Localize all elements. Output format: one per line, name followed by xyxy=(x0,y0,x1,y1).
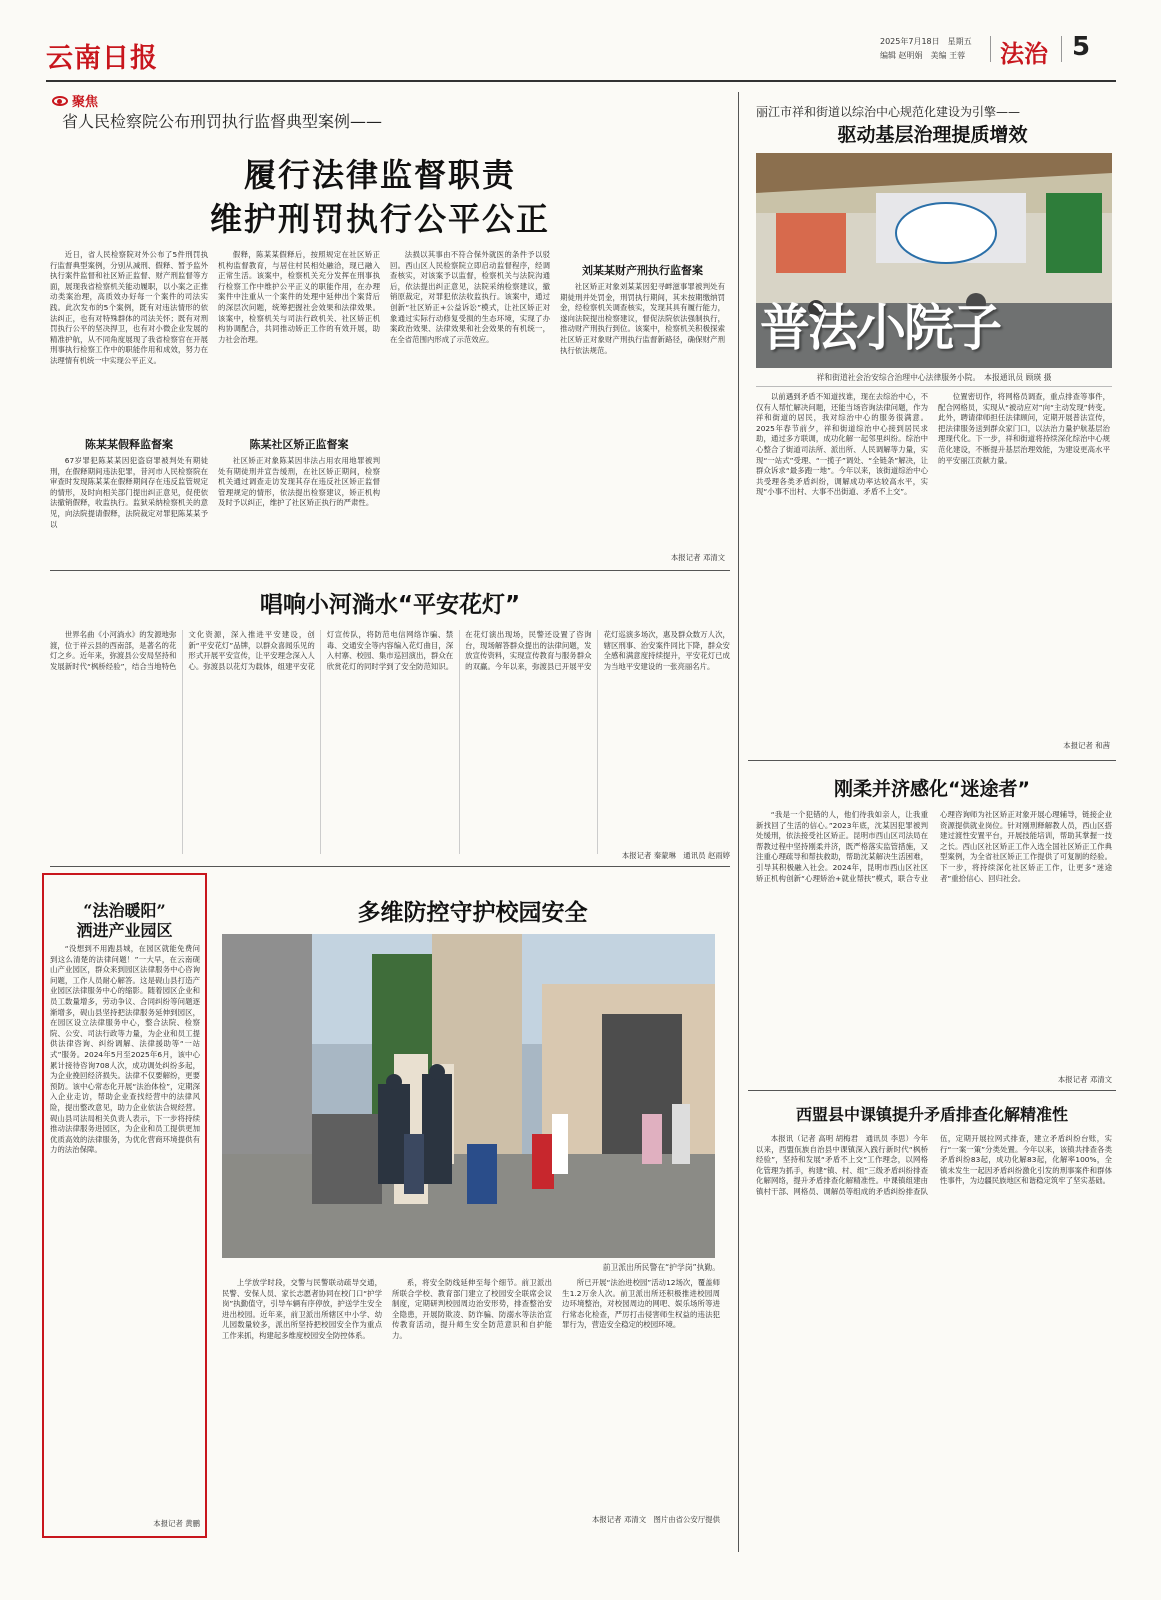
masthead-logo: 云南日报 xyxy=(46,43,158,74)
story1-col1b: 67岁罪犯陈某某因犯盗窃罪被判处有期徒刑，在假释期间违法犯罪，昔河市人民检察院在审查时发现陈某某在假释期间存在违反监管规定的情形，及时向相关部门提出纠正意见，促使依法撤销假释，收监执行。监狱采纳检察机关的意见，向法院提请假释，法院裁定对罪犯陈某某予以 xyxy=(50,456,208,529)
page-number: 5 xyxy=(1072,32,1091,62)
story1-kicker: 省人民检察院公布刑罚执行监督典型案例—— xyxy=(62,112,383,131)
masthead-rule xyxy=(46,80,1116,82)
story5-headline: 多维防控守护校园安全 xyxy=(357,900,588,926)
story2-caption: 祥和街道社会治安综合治理中心法律服务小院。 本报通讯员 顾瑛 摄 xyxy=(816,373,1052,382)
story5-caption: 前卫派出所民警在“护学岗”执勤。 xyxy=(602,1263,720,1272)
focus-tag xyxy=(52,91,98,110)
column-rule-right xyxy=(738,92,739,1552)
story6-body: “我是一个犯错的人，他们待我如亲人，让我重新找回了生活的信心。”2023年底，沈某因犯罪被判处缓刑，依法接受社区矫正。昆明市西山区司法局在帮教过程中坚持刚柔并济，既严格落实监管措施，又注重心理疏导和帮扶救助，帮助沈某解决生活困难，引导其积极融入社会。2024年，昆明市西山区社区矫正机构创新“心理矫治+就业帮扶”模式，联合专业心理咨询师为社区矫正对象开展心理辅导，链接企业资源提供就业岗位。针对刚刑释解教人员，西山区搭建过渡性安置平台，开展技能培训，帮助其掌握一技之长。西山区社区矫正工作入选全国社区矫正工作典型案例，为全省社区矫正工作提供了可复制的经验。下一步，将持续深化社区矫正工作，让更多“迷途者”重拾信心、回归社会。 xyxy=(756,810,1112,883)
section-name: 法治 xyxy=(1000,40,1048,68)
story1-col1: 近日，省人民检察院对外公布了5件刑罚执行监督典型案例，分别从减刑、假释、暂予监外执行案件监督和社区矫正监督、财产刑监督等方面，展现我省检察机关能动履职，以小案之正推动类案治理，高质效办好每一个案件的司法实践。此次发布的5个案例，既有对违法情形的依法纠正，也有对特殊群体的司法关怀；既有对刑罚执行公平的坚决捍卫，也有对小微企业发展的精准护航，从不同角度展现了我省检察官在开展刑事执行检察工作中的职能作用和成效，努力在法理情有机统一中实现公平正义。 xyxy=(50,250,208,365)
story1-col2: 假释，陈某某假释后，按照规定在社区矫正机构监督教育，与居住村民相处融洽，现已融入正常生活。该案中，检察机关充分发挥在刑事执行检察工作中维护公平正义的职能作用，在办理案件中注重从一个案件的处理中延伸出个案背后的深层次问题，统筹把握社会效果和法律效果。该案中，检察机关与司法行政机关、社区矫正机构协调配合，共同推动矫正工作的有效开展，助力社会治理。 xyxy=(218,250,380,344)
story1-sub2: 陈某社区矫正监督案 xyxy=(249,438,349,451)
story5-col3: 所已开展“法治进校园”活动12场次，覆盖师生1.2万余人次。前卫派出所还积极推进校园周边环境整治，对校园周边的网吧、娱乐场所等进行常态化检查，严厉打击侵害师生权益的违法犯罪行为，营造安全稳定的校园环境。 xyxy=(562,1278,720,1330)
story3-headline: 唱响小河淌水“平安花灯” xyxy=(259,592,521,618)
story2-kicker: 丽江市祥和街道以综治中心规范化建设为引擎—— xyxy=(756,105,1021,119)
story5-col1: 上学放学时段，交警与民警联动疏导交通，民警、安保人员、家长志愿者协同在校门口“护学岗”执勤值守，引导车辆有序停放，护送学生安全进出校园。近年来，前卫派出所辖区中小学、幼儿园数量较多，派出所坚持把校园安全作为重点工作来抓，构建起多维度校园安全防控体系。 xyxy=(222,1278,382,1340)
focus-tag-label: 聚焦 xyxy=(72,95,99,110)
story2-caption-rule xyxy=(756,386,1112,387)
story5-col2: 系，将安全防线延伸至每个细节。前卫派出所联合学校、教育部门建立了校园安全联席会议制度，定期研判校园周边治安形势，排查整治安全隐患，开展防欺凌、防诈骗、防溺水等法治宣传教育活动，提升师生安全防范意识和自护能力。 xyxy=(392,1278,552,1340)
story4-headline-1: “法治暖阳” xyxy=(83,901,166,920)
story7-headline: 西盟县中课镇提升矛盾排查化解精准性 xyxy=(795,1105,1068,1124)
story2-col2: 位置密切作，将网格员调查，重点排查等事件，配合网格员，实现从“被动应对”向“主动发现”转变。此外，聘请律师担任法律顾问，定期开展普法宣传，把法律服务送到群众家门口，以法治力量护航基层治理现代化。下一步，祥和街道将持续深化综治中心规范化建设，不断提升基层治理效能，为建设更高水平的平安丽江贡献力量。 xyxy=(938,392,1110,465)
story3-byline: 本报记者 秦蒙琳 通讯员 赵雨婷 xyxy=(621,851,730,860)
story6-bottom-rule xyxy=(748,1090,1116,1091)
story3-bottom-rule xyxy=(50,866,730,867)
masthead-editors: 编辑 赵明娟 美编 王蓉 xyxy=(880,51,966,60)
story2-photo-sign: 普法小院子 xyxy=(760,299,1000,357)
story6-byline: 本报记者 邓清文 xyxy=(1057,1075,1112,1084)
story2-byline: 本报记者 和茜 xyxy=(1063,741,1110,750)
masthead-divider-2 xyxy=(1061,36,1062,62)
story4-headline-2: 洒进产业园区 xyxy=(76,921,173,940)
story4-body: “没想到不用跑县城，在园区就能免费问到这么清楚的法律问题！”一大早，在云南砚山产业园区，群众来到园区法律服务中心咨询问题，工作人员耐心解答。这是砚山县打造产业园区法律服务中心的缩影。随着园区企业和员工数量增多，劳动争议、合同纠纷等问题逐渐增多，砚山县坚持把法律服务延伸到园区，在园区设立法律服务中心，整合法院、检察院、公安、司法行政等力量，为企业和员工提供法律咨询、纠纷调解、法律援助等“一站式”服务。2024年5月至2025年6月，该中心累计接待咨询708人次，成功调处纠纷多起，为企业挽回经济损失。法律不仅要解纷，更要预防。该中心常态化开展“法治体检”，定期深入企业走访，帮助企业查找经营中的法律风险，提出整改意见，助力企业依法合规经营。砚山县司法局相关负责人表示，下一步将持续推动法律服务进园区，为企业和员工提供更加优质高效的法律服务，为优化营商环境提供有力的法治保障。 xyxy=(50,944,200,1155)
story2-photo xyxy=(756,153,1112,368)
story3-body: 世界名曲《小河淌水》的发源地弥渡，位于祥云县的西南部，是著名的花灯之乡。近年来，弥渡县公安局坚持和发展新时代“枫桥经验”，结合当地特色文化资源，深入推进平安建设，创新“平安花灯”品牌，以群众喜闻乐见的形式开展平安宣传，让平安理念深入人心。弥渡县以花灯为载体，组建平安花灯宣传队，将防范电信网络诈骗、禁毒、交通安全等内容编入花灯曲目，深入村寨、校园、集市巡回演出，群众在欣赏花灯的同时学到了安全防范知识。在花灯演出现场，民警还设置了咨询台，现场解答群众提出的法律问题，发放宣传资料，实现宣传教育与服务群众的双赢。今年以来，弥渡县已开展平安花灯巡演多场次，惠及群众数万人次，辖区刑事、治安案件同比下降，群众安全感和满意度持续提升，平安花灯已成为当地平安建设的一张亮丽名片。 xyxy=(50,630,730,671)
masthead-divider xyxy=(990,36,991,62)
eye-icon xyxy=(52,96,68,106)
story1-headline-1: 履行法律监督职责 xyxy=(243,156,516,194)
story1-sub1: 陈某某假释监督案 xyxy=(85,438,173,451)
story1-bottom-rule xyxy=(50,570,730,571)
masthead-date: 2025年7月18日 星期五 xyxy=(880,37,972,46)
story4-byline: 本报记者 黄鹏 xyxy=(153,1519,200,1528)
story2-col1: 以前遇到矛盾不知道找谁，现在去综治中心，不仅有人帮忙解决问题，还能当场咨询法律问题，作为祥和街道的居民，我对综治中心的服务很满意。2025年春节前夕，祥和街道综治中心接到居民求助，通过多方联调，成功化解一起邻里纠纷。综治中心整合了街道司法所、派出所、人民调解等力量，实现“一站式”受理、“一揽子”调处、“全链条”解决，让群众诉求“最多跑一地”。今年以来，该街道综治中心共受理各类矛盾纠纷，调解成功率达较高水平，实现“小事不出村、大事不出街道、矛盾不上交”。 xyxy=(756,392,928,497)
story1-col3: 法损以其事由不符合保外就医的条件予以驳回。西山区人民检察院立即启动监督程序，经调查核实，对该案予以监督，检察机关与法院沟通后，依法提出纠正意见，法院采纳检察建议，撤销原裁定，对罪犯依法收监执行。该案中，通过创新“社区矫正+公益诉讼”模式，让社区矫正对象通过实际行动修复受损的生态环境，实现了办案政治效果、法律效果和社会效果的有机统一，在全省范围内形成了示范效应。 xyxy=(390,250,550,344)
story1-col4: 社区矫正对象刘某某因犯寻衅滋事罪被判处有期徒刑并处罚金，刑罚执行期间，其未按期缴纳罚金，经检察机关调查核实，发现其具有履行能力，遂向法院提出检察建议，督促法院依法强制执行，推动财产刑执行到位。该案中，检察机关积极探索社区矫正对象财产刑执行监督新路径，确保财产刑执行依法规范。 xyxy=(560,282,725,355)
story5-photo xyxy=(222,934,715,1258)
story2-headline: 驱动基层治理提质增效 xyxy=(837,124,1028,146)
story5-byline: 本报记者 邓清文 图片由省公安厅提供 xyxy=(592,1515,720,1524)
story1-col2b: 社区矫正对象陈某因非法占用农用地罪被判处有期徒刑并宣告缓刑，在社区矫正期间，检察机关通过调查走访发现其存在违反社区矫正监督管理规定的情形，依法提出检察建议，矫正机构及时予以纠正，维护了社区矫正执行的严肃性。 xyxy=(218,456,380,508)
story1-sub3: 刘某某财产刑执行监督案 xyxy=(582,264,703,277)
story1-headline-2: 维护刑罚执行公平公正 xyxy=(209,200,550,238)
story2-bottom-rule xyxy=(748,760,1116,761)
story6-headline: 刚柔并济感化“迷途者” xyxy=(834,778,1030,800)
story7-body: 本报讯（记者 高明 胡梅君 通讯员 李思）今年以来，西盟佤族自治县中课镇深入践行新时代“枫桥经验”，坚持和发展“矛盾不上交”工作理念，以网格化管理为抓手，构建“镇、村、组”三级矛盾纠纷排查化解网络，提升矛盾排查化解精准性。中课镇组建由镇村干部、网格员、调解员等组成的矛盾纠纷排查队伍，定期开展拉网式排查，建立矛盾纠纷台账，实行“一案一策”分类处置。今年以来，该镇共排查各类矛盾纠纷83起，成功化解83起，化解率100%，全镇未发生一起因矛盾纠纷激化引发的刑事案件和群体性事件，为边疆民族地区和谐稳定筑牢了坚实基础。 xyxy=(756,1134,1112,1196)
story1-byline: 本报记者 邓清文 xyxy=(670,553,725,562)
school-gate-photo-illustration xyxy=(222,934,715,1258)
